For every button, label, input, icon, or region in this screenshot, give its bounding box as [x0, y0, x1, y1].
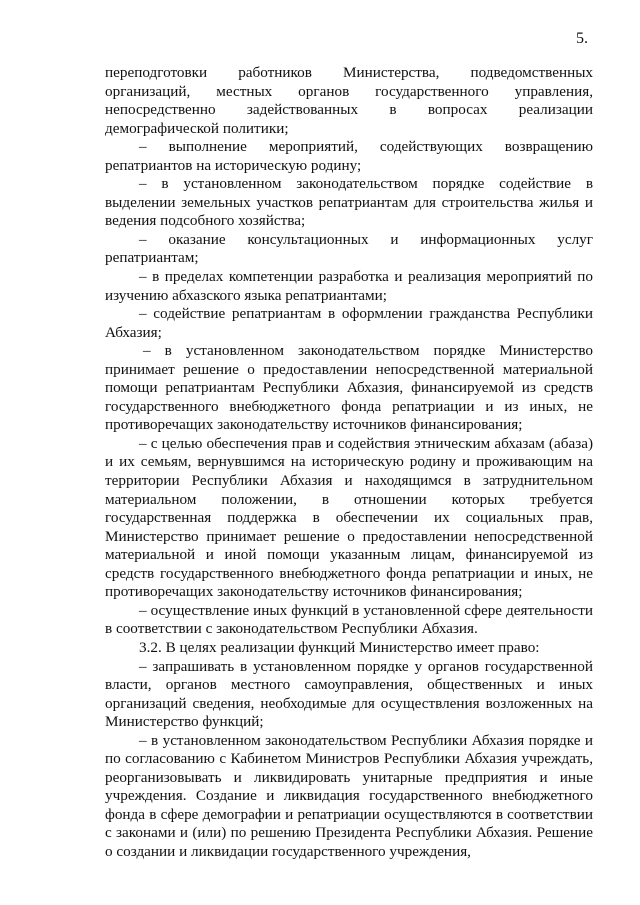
list-item-language-study: – в пределах компетенции разработка и реализация мероприятий по изучению абхазского языка репатриантами; — [105, 268, 593, 304]
list-item-return-assistance: – выполнение мероприятий, содействующих возвращению репатриантов на историческую родину; — [105, 138, 593, 174]
section-3-2-heading: 3.2. В целях реализации функций Министерство имеет право: — [139, 638, 540, 656]
paragraph-continuation: переподготовки работников Министерства, подведомственных организаций, местных органов государственного управления, непосредственно задействованных в вопросах реализации демографической политики; — [105, 64, 593, 137]
page-number: 5. — [576, 30, 588, 47]
list-item-land-allocation: – в установленном законодательством порядке содействие в выделении земельных участков репатриантам для строительства жилья и ведения подсобного хозяйства; — [105, 175, 593, 230]
list-item-citizenship: – содействие репатриантам в оформлении гражданства Республики Абхазия; — [105, 305, 593, 341]
list-item-establish-enterprises: – в установленном законодательством Республики Абхазия порядке и по согласованию с Кабинетом Министров Республики Абхазия учреждать, реорганизовывать и ликвидировать унитарные предприятия и иные учреждения. Создание и ликвидация государственного внебюджетного фонда в сфере демографии и репатриации осуществляются в соответствии с законами и (или) по решению Президента Республики Абхазия. Решение о создании и ликвидации государственного учреждения, — [105, 731, 593, 860]
list-item-other-functions: – осуществление иных функций в установленной сфере деятельности в соответствии с законодательством Республики Абхазия. — [105, 601, 593, 638]
list-item-ethnic-abkhaz-support: – с целью обеспечения прав и содействия этническим абхазам (абаза) и их семьям, вернувшимся на историческую родину и проживающим на территории Республики Абхазия и находящимся в затруднительном материальном положении, в отношении которых требуется государственная поддержка в обеспечении их социальных прав, Министерство принимает решение о предоставлении непосредственной материальной и иной помощи указанным лицам, финансируемой из средств государственного внебюджетного фонда репатриации и иных, не противоречащих законодательству источников финансирования; — [105, 434, 593, 601]
list-item-consulting-services: – оказание консультационных и информационных услуг репатриантам; — [105, 230, 593, 267]
list-item-material-aid: – в установленном законодательством порядке Министерство принимает решение о предоставлении непосредственной материальной помощи репатриантам Республики Абхазия, финансируемой из средств государственного внебюджетного фонда репатриации и из иных, не противоречащих законодательству источников финансирования; — [105, 342, 593, 434]
list-item-request-information: – запрашивать в установленном порядке у органов государственной власти, органов местного самоуправления, общественных и иных организаций сведения, необходимые для осуществления возложенных на Министерство функций; — [105, 657, 593, 731]
document-body — [105, 64, 593, 862]
